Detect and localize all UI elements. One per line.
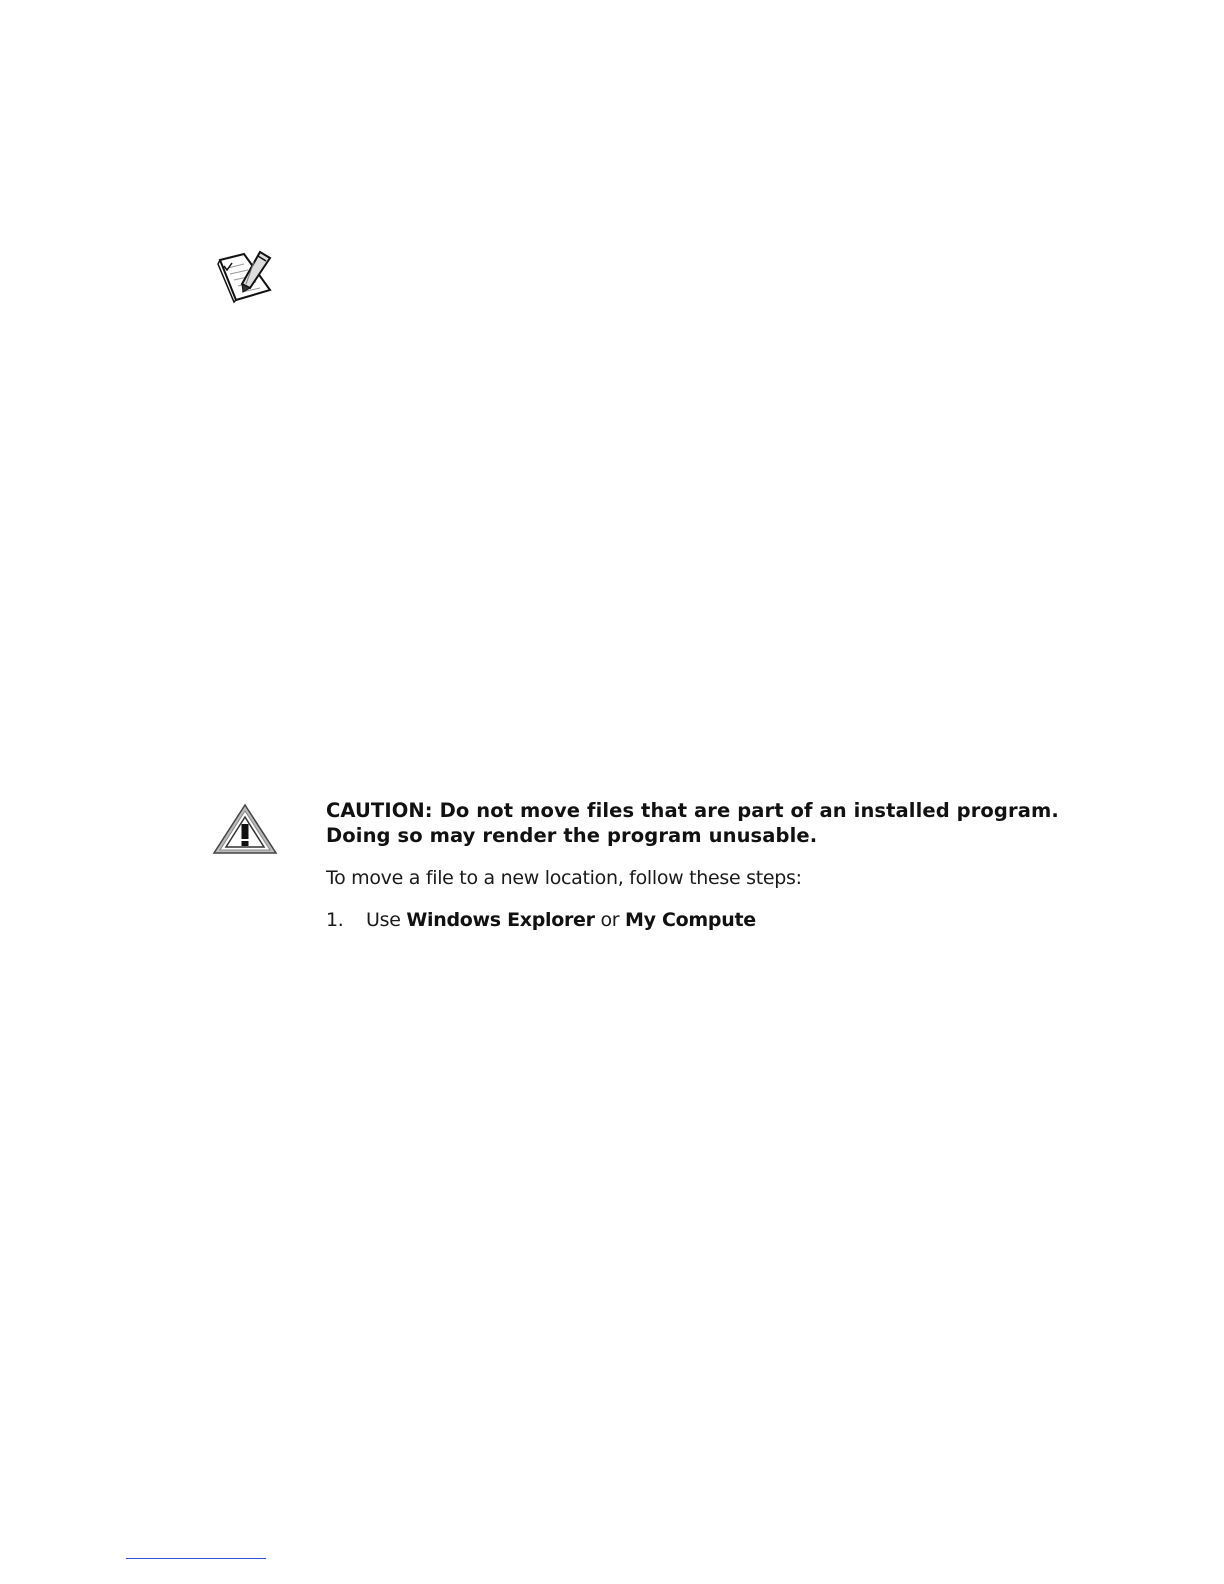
procedure-intro: To move a file to a new location, follow these steps:	[326, 867, 802, 889]
note-pencil-icon	[214, 250, 276, 304]
list-item	[326, 907, 1086, 933]
step-term-windows-explorer: Windows Explorer	[406, 909, 595, 931]
caution-triangle-icon	[212, 802, 278, 856]
step-text-lead: Use	[366, 909, 407, 931]
step-text-mid: or	[594, 909, 626, 931]
caution-notice: CAUTION: Do not move files that are part of an installed program. Doing so may render the program unusable.	[326, 799, 1059, 847]
step-term-my-computer: My Compute	[625, 909, 756, 931]
step-number: 1.	[326, 909, 344, 931]
footnote-rule	[126, 1558, 266, 1559]
